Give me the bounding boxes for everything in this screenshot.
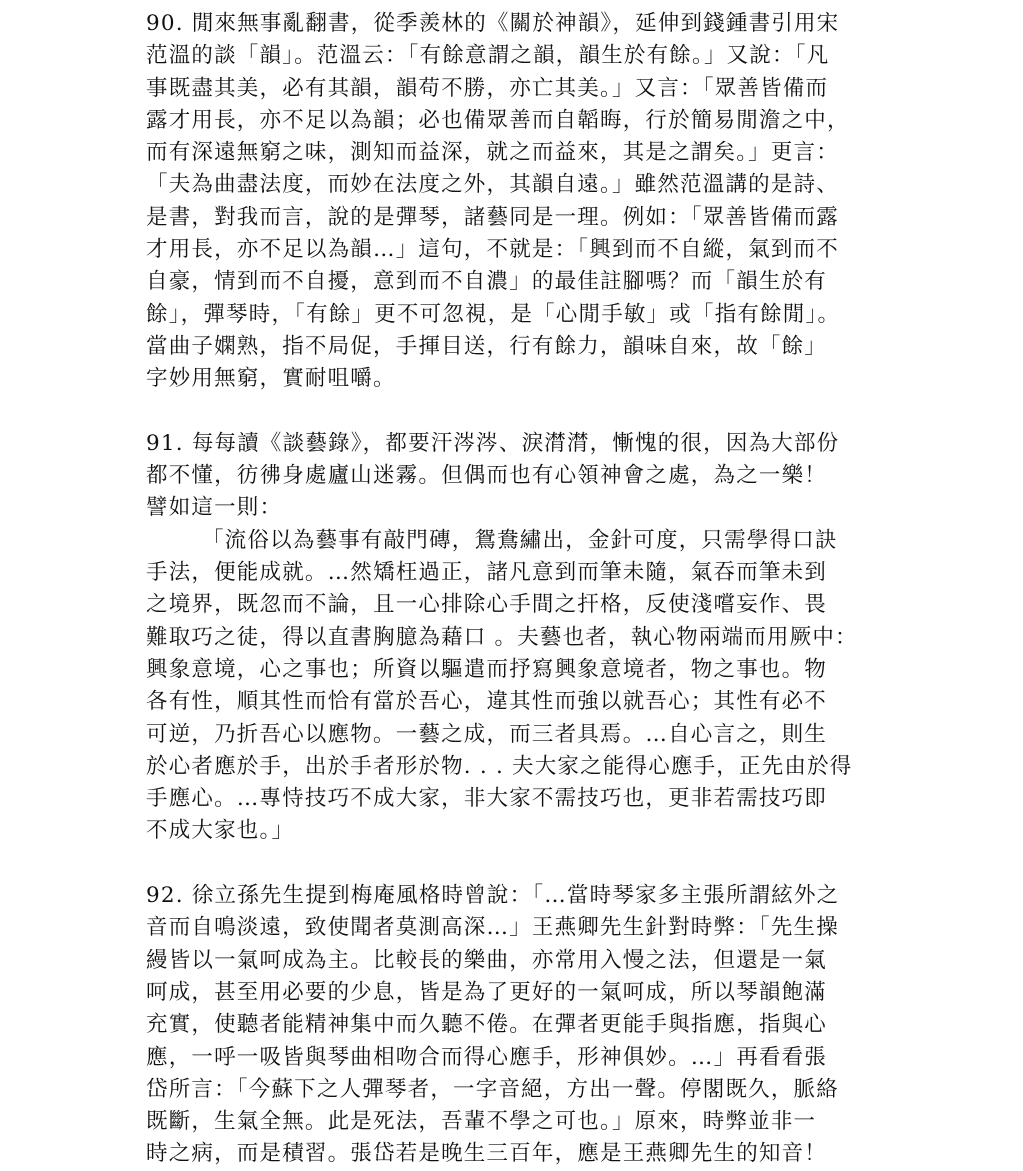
quote-line: 手法，便能成就。…然矯枉過正，諸凡意到而筆未隨，氣吞而筆未到 bbox=[146, 560, 828, 586]
text-line: 譬如這一則： bbox=[146, 495, 283, 521]
text-line: 90. 閒來無事亂翻書，從季羨林的《關於神韻》，延伸到錢鍾書引用宋 bbox=[146, 11, 840, 36]
quote-line: 不成大家也。」 bbox=[146, 818, 295, 844]
text-line: 餘」，彈琴時，「有餘」更不可忽視，是「心閒手敏」或「指有餘閒」。 bbox=[146, 301, 841, 327]
text-line: 92. 徐立孫先生提到梅庵風格時曾說：「…當時琴家多主張所謂絃外之 bbox=[146, 883, 840, 909]
text-line: 當曲子嫻熟，指不局促，手揮目送，行有餘力，韻味自來，故「餘」 bbox=[146, 333, 828, 359]
text-line: 音而自鳴淡遠，致使聞者莫測高深…」王燕卿先生針對時弊：「先生操 bbox=[146, 915, 839, 941]
text-line: 應，一呼一吸皆與琴曲相吻合而得心應手，形神俱妙。…」再看看張 bbox=[146, 1044, 828, 1070]
block-quote bbox=[146, 525, 881, 848]
text-line: 岱所言：「今蘇下之人彈琴者，一字音絕，方出一聲。停閣既久，脈絡 bbox=[146, 1076, 839, 1102]
text-line: 「夫為曲盡法度，而妙在法度之外，其韻自遠。」雖然范溫講的是詩、 bbox=[146, 172, 839, 198]
quote-line: 各有性，順其性而恰有當於吾心，違其性而強以就吾心；其性有必不 bbox=[146, 689, 828, 715]
text-line: 呵成，甚至用必要的少息，皆是為了更好的一氣呵成，所以琴韻飽滿 bbox=[146, 979, 828, 1005]
text-line: 字妙用無窮，實耐咀嚼。 bbox=[146, 366, 396, 392]
text-line: 縵皆以一氣呵成為主。比較長的樂曲，亦常用入慢之法，但還是一氣 bbox=[146, 947, 828, 973]
entry-92 bbox=[146, 880, 881, 1171]
document-page bbox=[146, 8, 881, 1171]
quote-line: 難取巧之徒，得以直書胸臆為藉口 。夫藝也者，執心物兩端而用厥中： bbox=[146, 624, 858, 650]
text-line: 時之病，而是積習。張岱若是晚生三百年，應是王燕卿先生的知音！ bbox=[146, 1141, 828, 1167]
text-line: 自豪，情到而不自擾，意到而不自濃」的最佳註腳嗎？而「韻生於有 bbox=[146, 269, 828, 295]
quote-line: 可逆，乃折吾心以應物。一藝之成，而三者具焉。…自心言之，則生 bbox=[146, 721, 828, 747]
quote-line: 之境界，既忽而不論，且一心排除心手間之扞格，反使淺嚐妄作、畏 bbox=[146, 592, 828, 618]
paragraph-gap bbox=[146, 848, 881, 880]
text-line: 都不懂，彷彿身處廬山迷霧。但偶而也有心領神會之處，為之一樂！ bbox=[146, 463, 828, 489]
text-line: 事既盡其美，必有其韻，韻苟不勝，亦亡其美。」又言：「眾善皆備而 bbox=[146, 75, 829, 101]
text-line: 充實，使聽者能精神集中而久聽不倦。在彈者更能手與指應，指與心 bbox=[146, 1012, 828, 1038]
text-line: 而有深遠無窮之味，測知而益深，就之而益來，其是之謂矣。」更言： bbox=[146, 140, 839, 166]
text-line: 露才用長，亦不足以為韻；必也備眾善而自韜晦，行於簡易閒澹之中， bbox=[146, 107, 850, 133]
quote-line: 於心者應於手，出於手者形於物. . . 夫大家之能得心應手，正先由於得 bbox=[146, 753, 853, 779]
quote-line: 興象意境，心之事也；所資以驅遣而抒寫興象意境者，物之事也。物 bbox=[146, 656, 828, 682]
text-line: 才用長，亦不足以為韻…」這句，不就是：「興到而不自縱，氣到而不 bbox=[146, 237, 839, 263]
text-line: 既斷，生氣全無。此是死法，吾輩不學之可也。」原來，時弊並非一 bbox=[146, 1109, 817, 1135]
paragraph-gap bbox=[146, 396, 881, 428]
text-line: 是書，對我而言，說的是彈琴，諸藝同是一理。例如：「眾善皆備而露 bbox=[146, 204, 839, 230]
quote-line: 手應心。…專恃技巧不成大家，非大家不需技巧也，更非若需技巧即 bbox=[146, 786, 828, 812]
text-line: 91. 每每讀《談藝錄》，都要汗涔涔、淚潸潸，慚愧的很，因為大部份 bbox=[146, 430, 840, 456]
entry-91 bbox=[146, 428, 881, 848]
quote-line: 「流俗以為藝事有敲門磚，鴛鴦繡出，金針可度，只需學得口訣 bbox=[202, 527, 838, 553]
entry-90 bbox=[146, 8, 881, 396]
text-line: 范溫的談「韻」。范溫云：「有餘意謂之韻，韻生於有餘。」又說：「凡 bbox=[146, 43, 830, 69]
